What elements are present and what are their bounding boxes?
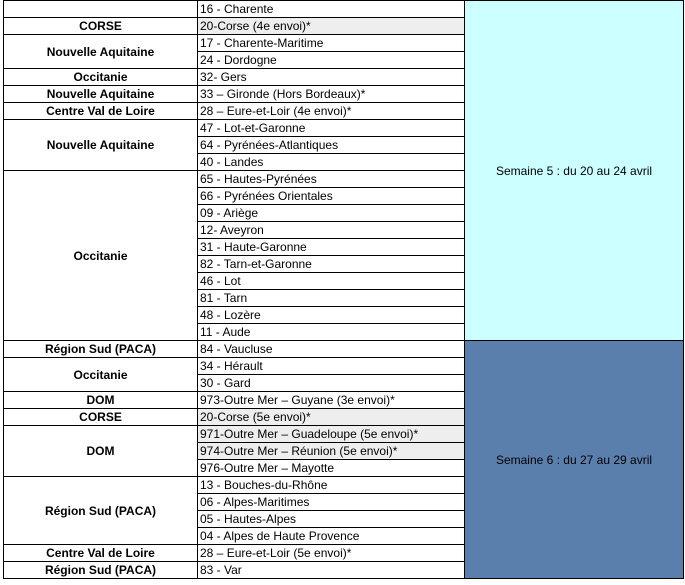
department-cell: 13 - Bouches-du-Rhône <box>198 477 465 494</box>
department-cell: 31 - Haute-Garonne <box>198 239 465 256</box>
region-cell <box>4 1 198 18</box>
department-cell: 82 - Tarn-et-Garonne <box>198 256 465 273</box>
department-cell: 16 - Charente <box>198 1 465 18</box>
table-row <box>4 1 684 18</box>
department-cell: 30 - Gard <box>198 375 465 392</box>
department-cell: 40 - Landes <box>198 154 465 171</box>
department-cell: 05 - Hautes-Alpes <box>198 511 465 528</box>
department-cell: 06 - Alpes-Maritimes <box>198 494 465 511</box>
department-cell: 24 - Dordogne <box>198 52 465 69</box>
department-cell: 47 - Lot-et-Garonne <box>198 120 465 137</box>
department-cell: 973-Outre Mer – Guyane (3e envoi)* <box>198 392 465 409</box>
region-cell: Région Sud (PACA) <box>4 562 198 579</box>
week-6-cell: Semaine 6 : du 27 au 29 avril <box>465 341 684 579</box>
region-cell: CORSE <box>4 409 198 426</box>
week-5-cell: Semaine 5 : du 20 au 24 avril <box>465 1 684 341</box>
region-cell: Région Sud (PACA) <box>4 341 198 358</box>
region-cell: Centre Val de Loire <box>4 545 198 562</box>
department-cell: 17 - Charente-Maritime <box>198 35 465 52</box>
schedule-table <box>3 0 684 579</box>
department-cell: 66 - Pyrénées Orientales <box>198 188 465 205</box>
region-cell: Nouvelle Aquitaine <box>4 35 198 69</box>
region-cell: DOM <box>4 426 198 477</box>
department-cell: 34 - Hérault <box>198 358 465 375</box>
region-cell: Nouvelle Aquitaine <box>4 120 198 171</box>
region-cell: Nouvelle Aquitaine <box>4 86 198 103</box>
department-cell: 81 - Tarn <box>198 290 465 307</box>
region-cell: Occitanie <box>4 171 198 341</box>
department-cell: 971-Outre Mer – Guadeloupe (5e envoi)* <box>198 426 465 443</box>
table-row <box>4 341 684 358</box>
department-cell: 04 - Alpes de Haute Provence <box>198 528 465 545</box>
department-cell: 48 - Lozère <box>198 307 465 324</box>
department-cell: 46 - Lot <box>198 273 465 290</box>
department-cell: 28 – Eure-et-Loir (5e envoi)* <box>198 545 465 562</box>
region-cell: Centre Val de Loire <box>4 103 198 120</box>
department-cell: 84 - Vaucluse <box>198 341 465 358</box>
department-cell: 09 - Ariège <box>198 205 465 222</box>
region-cell: Occitanie <box>4 69 198 86</box>
region-cell: Région Sud (PACA) <box>4 477 198 545</box>
department-cell: 974-Outre Mer – Réunion (5e envoi)* <box>198 443 465 460</box>
department-cell: 20-Corse (4e envoi)* <box>198 18 465 35</box>
department-cell: 28 – Eure-et-Loir (4e envoi)* <box>198 103 465 120</box>
department-cell: 64 - Pyrénées-Atlantiques <box>198 137 465 154</box>
region-cell: Occitanie <box>4 358 198 392</box>
region-cell: CORSE <box>4 18 198 35</box>
department-cell: 11 - Aude <box>198 324 465 341</box>
department-cell: 20-Corse (5e envoi)* <box>198 409 465 426</box>
department-cell: 976-Outre Mer – Mayotte <box>198 460 465 477</box>
department-cell: 12- Aveyron <box>198 222 465 239</box>
department-cell: 83 - Var <box>198 562 465 579</box>
department-cell: 32- Gers <box>198 69 465 86</box>
department-cell: 65 - Hautes-Pyrénées <box>198 171 465 188</box>
region-cell: DOM <box>4 392 198 409</box>
department-cell: 33 – Gironde (Hors Bordeaux)* <box>198 86 465 103</box>
